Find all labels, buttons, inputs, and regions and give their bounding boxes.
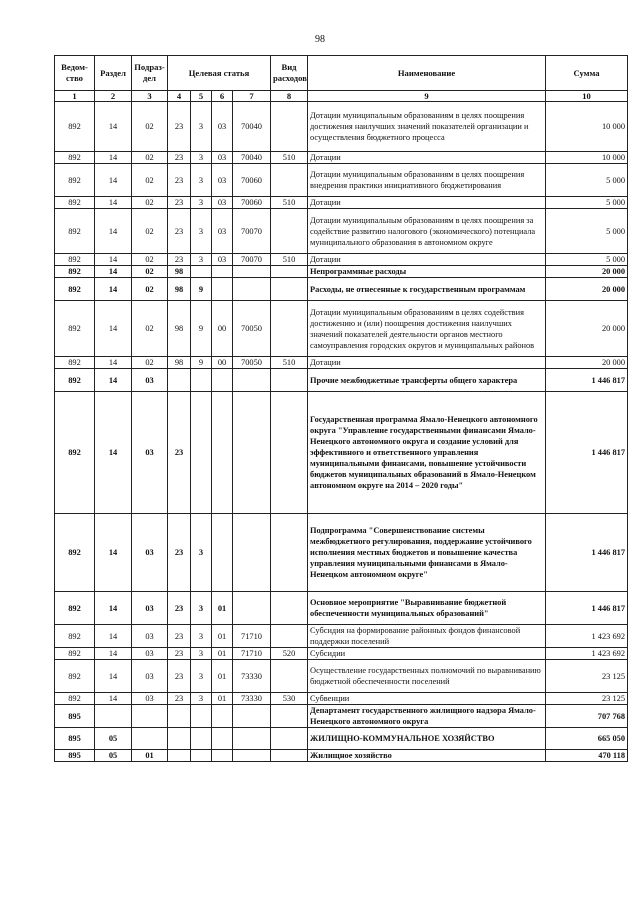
table-row	[55, 357, 628, 369]
cs-program-cell: 23	[168, 625, 191, 648]
vid-rashodov-cell	[271, 660, 308, 693]
naimenovanie-cell: Дотации	[308, 197, 546, 209]
cs-direction-cell	[233, 369, 271, 392]
cs-event-cell	[212, 728, 233, 750]
vedomstvo-cell: 892	[55, 648, 95, 660]
summa-cell: 1 446 817	[546, 592, 628, 625]
cs-direction-cell: 71710	[233, 648, 271, 660]
cs-direction-cell: 70040	[233, 102, 271, 152]
cs-direction-cell: 70070	[233, 254, 271, 266]
summa-cell: 5 000	[546, 164, 628, 197]
vid-rashodov-cell	[271, 164, 308, 197]
razdel-cell: 14	[95, 254, 132, 266]
column-number: 9	[308, 91, 546, 102]
summa-cell: 1 446 817	[546, 392, 628, 514]
naimenovanie-cell: Департамент государственного жилищного надзора Ямало-Ненецкого автономного округа	[308, 705, 546, 728]
vedomstvo-cell: 892	[55, 301, 95, 357]
cs-direction-cell	[233, 728, 271, 750]
summa-cell: 1 446 817	[546, 369, 628, 392]
podrazdel-cell: 03	[132, 369, 168, 392]
podrazdel-cell	[132, 705, 168, 728]
cs-subprogram-cell: 3	[191, 254, 212, 266]
vedomstvo-cell: 892	[55, 278, 95, 301]
vid-rashodov-cell	[271, 102, 308, 152]
vedomstvo-cell: 892	[55, 660, 95, 693]
naimenovanie-cell: Дотации муниципальным образованиям в целях поощрения достижения наилучших значений показателей организации и осуществления бюджетного процесса	[308, 102, 546, 152]
podrazdel-cell: 02	[132, 152, 168, 164]
vid-rashodov-cell	[271, 392, 308, 514]
naimenovanie-cell: Субсидия на формирование районных фондов финансовой поддержки поселений	[308, 625, 546, 648]
table-body	[55, 102, 628, 762]
header-razdel: Раздел	[95, 56, 132, 91]
vedomstvo-cell: 892	[55, 197, 95, 209]
cs-program-cell: 23	[168, 254, 191, 266]
table-row	[55, 392, 628, 514]
cs-program-cell: 98	[168, 278, 191, 301]
razdel-cell: 14	[95, 278, 132, 301]
cs-subprogram-cell: 3	[191, 209, 212, 254]
naimenovanie-cell: ЖИЛИЩНО-КОММУНАЛЬНОЕ ХОЗЯЙСТВО	[308, 728, 546, 750]
cs-program-cell: 23	[168, 514, 191, 592]
cs-program-cell: 23	[168, 592, 191, 625]
vid-rashodov-cell	[271, 592, 308, 625]
razdel-cell: 14	[95, 102, 132, 152]
cs-program-cell: 23	[168, 660, 191, 693]
vid-rashodov-cell: 510	[271, 357, 308, 369]
podrazdel-cell: 01	[132, 750, 168, 762]
vedomstvo-cell: 892	[55, 369, 95, 392]
cs-subprogram-cell: 3	[191, 152, 212, 164]
summa-cell: 470 118	[546, 750, 628, 762]
cs-subprogram-cell: 3	[191, 625, 212, 648]
cs-direction-cell	[233, 266, 271, 278]
naimenovanie-cell: Дотации	[308, 357, 546, 369]
cs-subprogram-cell: 9	[191, 301, 212, 357]
table-row	[55, 164, 628, 197]
vedomstvo-cell: 895	[55, 750, 95, 762]
cs-event-cell: 03	[212, 164, 233, 197]
razdel-cell: 14	[95, 625, 132, 648]
cs-subprogram-cell: 3	[191, 197, 212, 209]
podrazdel-cell: 03	[132, 514, 168, 592]
vedomstvo-cell: 892	[55, 693, 95, 705]
cs-program-cell: 23	[168, 392, 191, 514]
razdel-cell: 05	[95, 728, 132, 750]
podrazdel-cell: 03	[132, 592, 168, 625]
cs-direction-cell	[233, 705, 271, 728]
naimenovanie-cell: Осуществление государственных полномочий по выравниванию бюджетной обеспеченности поселений	[308, 660, 546, 693]
column-numbers-row	[55, 91, 628, 102]
header-podrazdel: Подраз-дел	[132, 56, 168, 91]
vid-rashodov-cell	[271, 728, 308, 750]
summa-cell: 20 000	[546, 357, 628, 369]
naimenovanie-cell: Дотации	[308, 254, 546, 266]
column-number: 8	[271, 91, 308, 102]
razdel-cell: 14	[95, 197, 132, 209]
vid-rashodov-cell	[271, 514, 308, 592]
budget-table	[54, 55, 628, 762]
podrazdel-cell: 03	[132, 392, 168, 514]
cs-event-cell	[212, 278, 233, 301]
cs-subprogram-cell	[191, 750, 212, 762]
column-number: 3	[132, 91, 168, 102]
podrazdel-cell: 02	[132, 357, 168, 369]
cs-direction-cell	[233, 514, 271, 592]
razdel-cell: 14	[95, 266, 132, 278]
podrazdel-cell: 02	[132, 209, 168, 254]
razdel-cell: 14	[95, 693, 132, 705]
naimenovanie-cell: Дотации муниципальным образованиям в целях поощрения за содействие развитию налогового (экономического) потенциала муниципального образования в автономном округе	[308, 209, 546, 254]
vedomstvo-cell: 892	[55, 209, 95, 254]
cs-program-cell: 23	[168, 152, 191, 164]
cs-program-cell	[168, 750, 191, 762]
cs-program-cell: 98	[168, 357, 191, 369]
razdel-cell: 14	[95, 164, 132, 197]
column-number: 4	[168, 91, 191, 102]
podrazdel-cell: 02	[132, 254, 168, 266]
table-row	[55, 514, 628, 592]
naimenovanie-cell: Дотации муниципальным образованиям в целях содействия достижению и (или) поощрения достижения наилучших значений показателей деятельности органов местного самоуправления городских округов и муниципальных районов	[308, 301, 546, 357]
vid-rashodov-cell: 510	[271, 152, 308, 164]
podrazdel-cell: 02	[132, 301, 168, 357]
cs-event-cell: 00	[212, 357, 233, 369]
summa-cell: 1 446 817	[546, 514, 628, 592]
cs-direction-cell: 70050	[233, 301, 271, 357]
table-row	[55, 728, 628, 750]
summa-cell: 23 125	[546, 660, 628, 693]
vedomstvo-cell: 895	[55, 728, 95, 750]
cs-direction-cell: 70060	[233, 197, 271, 209]
vedomstvo-cell: 892	[55, 592, 95, 625]
cs-program-cell: 23	[168, 102, 191, 152]
summa-cell: 1 423 692	[546, 648, 628, 660]
table-row	[55, 278, 628, 301]
vedomstvo-cell: 892	[55, 164, 95, 197]
cs-subprogram-cell: 3	[191, 592, 212, 625]
cs-event-cell: 03	[212, 102, 233, 152]
podrazdel-cell: 02	[132, 278, 168, 301]
cs-direction-cell: 73330	[233, 693, 271, 705]
cs-subprogram-cell	[191, 392, 212, 514]
cs-event-cell	[212, 266, 233, 278]
cs-program-cell: 98	[168, 266, 191, 278]
column-number: 2	[95, 91, 132, 102]
cs-program-cell: 23	[168, 648, 191, 660]
cs-direction-cell: 73330	[233, 660, 271, 693]
cs-subprogram-cell	[191, 369, 212, 392]
razdel-cell: 14	[95, 301, 132, 357]
cs-subprogram-cell	[191, 266, 212, 278]
podrazdel-cell: 02	[132, 102, 168, 152]
vid-rashodov-cell	[271, 278, 308, 301]
vedomstvo-cell: 892	[55, 357, 95, 369]
table-row	[55, 693, 628, 705]
cs-subprogram-cell: 3	[191, 514, 212, 592]
cs-subprogram-cell: 9	[191, 278, 212, 301]
vid-rashodov-cell	[271, 750, 308, 762]
razdel-cell: 14	[95, 209, 132, 254]
table-row	[55, 102, 628, 152]
vedomstvo-cell: 892	[55, 392, 95, 514]
cs-event-cell: 03	[212, 152, 233, 164]
cs-subprogram-cell: 3	[191, 648, 212, 660]
cs-event-cell: 03	[212, 197, 233, 209]
header-naimenovanie: Наименование	[308, 56, 546, 91]
naimenovanie-cell: Дотации муниципальным образованиям в целях поощрения внедрения практики инициативного бюджетирования	[308, 164, 546, 197]
cs-event-cell: 00	[212, 301, 233, 357]
summa-cell: 10 000	[546, 152, 628, 164]
razdel-cell: 14	[95, 369, 132, 392]
podrazdel-cell: 03	[132, 625, 168, 648]
column-number: 6	[212, 91, 233, 102]
vid-rashodov-cell: 510	[271, 197, 308, 209]
podrazdel-cell: 03	[132, 648, 168, 660]
podrazdel-cell: 03	[132, 660, 168, 693]
table-row	[55, 301, 628, 357]
vedomstvo-cell: 892	[55, 514, 95, 592]
naimenovanie-cell: Расходы, не отнесенные к государственным программам	[308, 278, 546, 301]
vedomstvo-cell: 892	[55, 254, 95, 266]
razdel-cell: 14	[95, 392, 132, 514]
vid-rashodov-cell	[271, 625, 308, 648]
cs-subprogram-cell: 3	[191, 102, 212, 152]
cs-event-cell: 01	[212, 660, 233, 693]
cs-program-cell: 98	[168, 301, 191, 357]
summa-cell: 1 423 692	[546, 625, 628, 648]
cs-event-cell	[212, 392, 233, 514]
naimenovanie-cell: Основное мероприятие "Выравнивание бюджетной обеспеченности муниципальных образований"	[308, 592, 546, 625]
summa-cell: 707 768	[546, 705, 628, 728]
cs-subprogram-cell: 3	[191, 164, 212, 197]
table-row	[55, 648, 628, 660]
cs-event-cell: 03	[212, 209, 233, 254]
vedomstvo-cell: 892	[55, 102, 95, 152]
header-vedomstvo: Ведом-ство	[55, 56, 95, 91]
table-row	[55, 152, 628, 164]
vedomstvo-cell: 892	[55, 266, 95, 278]
vid-rashodov-cell	[271, 369, 308, 392]
cs-direction-cell	[233, 392, 271, 514]
vid-rashodov-cell	[271, 705, 308, 728]
summa-cell: 20 000	[546, 266, 628, 278]
cs-event-cell	[212, 705, 233, 728]
cs-subprogram-cell	[191, 705, 212, 728]
cs-subprogram-cell: 9	[191, 357, 212, 369]
cs-subprogram-cell: 3	[191, 693, 212, 705]
cs-program-cell: 23	[168, 197, 191, 209]
razdel-cell: 05	[95, 750, 132, 762]
vid-rashodov-cell: 520	[271, 648, 308, 660]
vedomstvo-cell: 892	[55, 152, 95, 164]
table-header	[55, 56, 628, 91]
cs-event-cell: 01	[212, 592, 233, 625]
cs-subprogram-cell	[191, 728, 212, 750]
naimenovanie-cell: Субвенции	[308, 693, 546, 705]
table-row	[55, 254, 628, 266]
vid-rashodov-cell	[271, 209, 308, 254]
naimenovanie-cell: Государственная программа Ямало-Ненецкого автономного округа "Управление государственными финансами Ямало-Ненецкого автономного округа и создание условий для эффективного и ответственного управления муниципальными финансами, повышение устойчивости бюджетов муниципальных образований в Ямало-Ненецком автономном округе на 2014 – 2020 годы"	[308, 392, 546, 514]
naimenovanie-cell: Субсидии	[308, 648, 546, 660]
razdel-cell: 14	[95, 592, 132, 625]
vid-rashodov-cell: 510	[271, 254, 308, 266]
naimenovanie-cell: Жилищное хозяйство	[308, 750, 546, 762]
vid-rashodov-cell: 530	[271, 693, 308, 705]
column-number: 10	[546, 91, 628, 102]
razdel-cell: 14	[95, 514, 132, 592]
summa-cell: 5 000	[546, 197, 628, 209]
naimenovanie-cell: Дотации	[308, 152, 546, 164]
table-row	[55, 660, 628, 693]
header-vid-rashodov: Вид расходов	[271, 56, 308, 91]
summa-cell: 20 000	[546, 301, 628, 357]
naimenovanie-cell: Прочие межбюджетные трансферты общего характера	[308, 369, 546, 392]
cs-event-cell: 01	[212, 625, 233, 648]
vedomstvo-cell: 895	[55, 705, 95, 728]
razdel-cell: 14	[95, 648, 132, 660]
cs-event-cell	[212, 750, 233, 762]
table-row	[55, 369, 628, 392]
naimenovanie-cell: Непрограммные расходы	[308, 266, 546, 278]
cs-direction-cell	[233, 592, 271, 625]
summa-cell: 20 000	[546, 278, 628, 301]
vid-rashodov-cell	[271, 301, 308, 357]
cs-event-cell: 01	[212, 693, 233, 705]
podrazdel-cell: 02	[132, 164, 168, 197]
cs-event-cell: 01	[212, 648, 233, 660]
vid-rashodov-cell	[271, 266, 308, 278]
podrazdel-cell: 03	[132, 693, 168, 705]
cs-program-cell: 23	[168, 693, 191, 705]
table-row	[55, 625, 628, 648]
summa-cell: 5 000	[546, 254, 628, 266]
summa-cell: 665 050	[546, 728, 628, 750]
table-row	[55, 592, 628, 625]
cs-program-cell: 23	[168, 209, 191, 254]
cs-direction-cell: 71710	[233, 625, 271, 648]
table-row	[55, 705, 628, 728]
summa-cell: 23 125	[546, 693, 628, 705]
razdel-cell: 14	[95, 357, 132, 369]
header-summa: Сумма	[546, 56, 628, 91]
cs-direction-cell	[233, 278, 271, 301]
cs-subprogram-cell: 3	[191, 660, 212, 693]
cs-program-cell	[168, 369, 191, 392]
table-row	[55, 750, 628, 762]
header-celevaya-statya: Целевая статья	[168, 56, 271, 91]
cs-direction-cell: 70070	[233, 209, 271, 254]
cs-direction-cell: 70040	[233, 152, 271, 164]
naimenovanie-cell: Подпрограмма "Совершенствование системы межбюджетного регулирования, поддержание устойчивого исполнения местных бюджетов и повышение качества управления муниципальными финансами в Ямало-Ненецком автономном округе"	[308, 514, 546, 592]
column-number: 1	[55, 91, 95, 102]
cs-program-cell: 23	[168, 164, 191, 197]
vedomstvo-cell: 892	[55, 625, 95, 648]
cs-direction-cell: 70060	[233, 164, 271, 197]
cs-event-cell: 03	[212, 254, 233, 266]
cs-event-cell	[212, 514, 233, 592]
cs-program-cell	[168, 705, 191, 728]
podrazdel-cell: 02	[132, 197, 168, 209]
table-row	[55, 197, 628, 209]
cs-program-cell	[168, 728, 191, 750]
cs-direction-cell	[233, 750, 271, 762]
razdel-cell: 14	[95, 152, 132, 164]
summa-cell: 10 000	[546, 102, 628, 152]
table-row	[55, 209, 628, 254]
page-number: 98	[315, 34, 325, 45]
table-row	[55, 266, 628, 278]
podrazdel-cell: 02	[132, 266, 168, 278]
razdel-cell	[95, 705, 132, 728]
column-number: 7	[233, 91, 271, 102]
cs-event-cell	[212, 369, 233, 392]
cs-direction-cell: 70050	[233, 357, 271, 369]
podrazdel-cell	[132, 728, 168, 750]
column-number: 5	[191, 91, 212, 102]
razdel-cell: 14	[95, 660, 132, 693]
summa-cell: 5 000	[546, 209, 628, 254]
